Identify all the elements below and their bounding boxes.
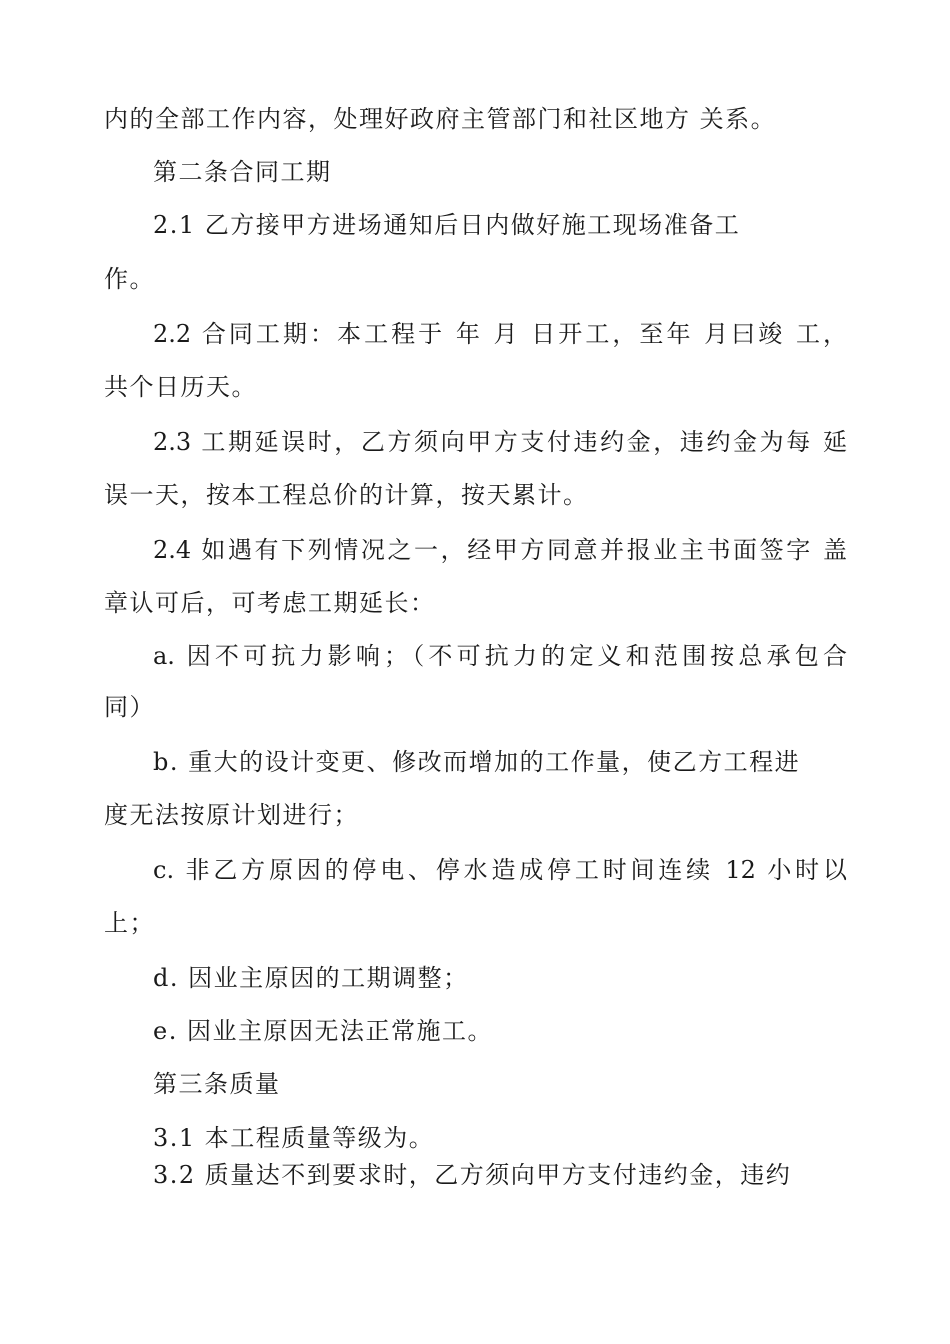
clause-line: 2.2 合同工期：本工程于 年 月 日开工，至年 月曰竣 工，	[153, 320, 847, 348]
list-item-line: d. 因业主原因的工期调整；	[153, 964, 469, 992]
body-text-line: 误一天，按本工程总价的计算，按天累计。	[104, 481, 589, 509]
list-item-line: c. 非乙方原因的停电、停水造成停工时间连续 12 小时以	[153, 856, 847, 884]
list-item-line: e. 因业主原因无法正常施工。	[153, 1017, 493, 1045]
section-heading: 第三条质量	[153, 1070, 281, 1098]
clause-line: 2.3 工期延误时，乙方须向甲方支付违约金，违约金为每 延	[153, 428, 847, 456]
clause-line: 3.1 本工程质量等级为。	[153, 1124, 435, 1152]
list-item-line: b. 重大的设计变更、修改而增加的工作量，使乙方工程进	[153, 748, 801, 776]
body-text-line: 同）	[104, 693, 155, 721]
body-text-line: 内的全部工作内容，处理好政府主管部门和社区地方 关系。	[104, 105, 777, 133]
body-text-line: 度无法按原计划进行；	[104, 801, 359, 829]
clause-line: 2.1 乙方接甲方进场通知后日内做好施工现场准备工	[153, 211, 741, 239]
body-text-line: 共个日历天。	[104, 373, 257, 401]
section-heading: 第二条合同工期	[153, 158, 332, 186]
body-text-line: 章认可后，可考虑工期延长：	[104, 589, 436, 617]
clause-line: 3.2 质量达不到要求时，乙方须向甲方支付违约金，违约	[153, 1161, 792, 1189]
body-text-line: 作。	[104, 265, 155, 293]
list-item-line: a. 因不可抗力影响；（不可抗力的定义和范围按总承包合	[153, 642, 847, 670]
clause-line: 2.4 如遇有下列情况之一，经甲方同意并报业主书面签字 盖	[153, 536, 847, 564]
body-text-line: 上；	[104, 909, 155, 937]
